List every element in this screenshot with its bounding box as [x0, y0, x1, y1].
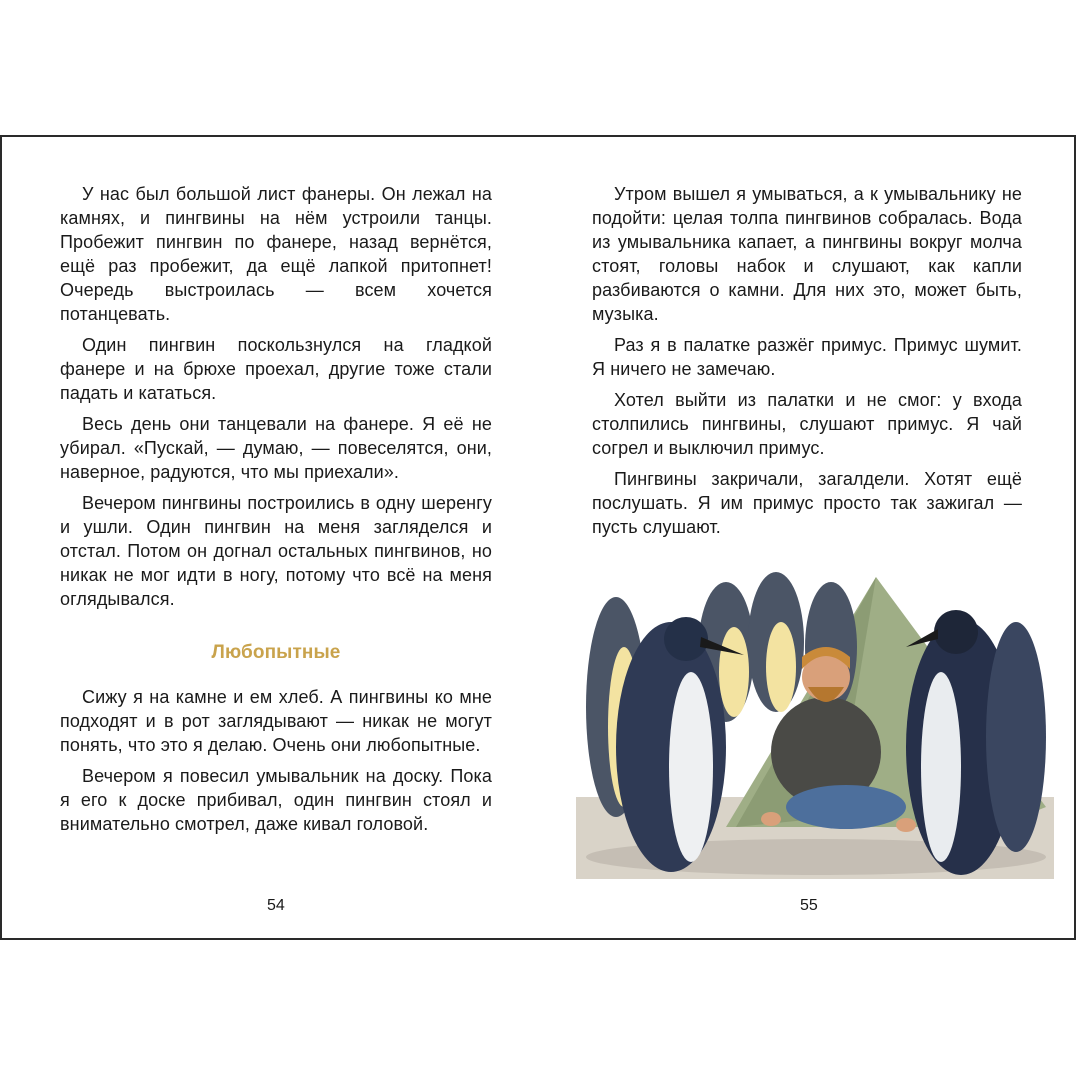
- paragraph: Пингвины закричали, загалдели. Хотят ещё послушать. Я им примус просто так зажигал — пусть слушают.: [592, 469, 1022, 537]
- paragraph: Утром вышел я умываться, а к умывальнику не подойти: целая толпа пингвинов собралась. Вода из умывальника капает, а пингвины вокруг молча стоят, головы набок и слушают, как капли разбиваются о камни. Для них это, может быть, музыка.: [592, 184, 1022, 324]
- book-spread: [0, 135, 1076, 940]
- left-page-text: [60, 182, 492, 836]
- page-number: 55: [800, 897, 818, 914]
- right-page-text: [592, 182, 1022, 539]
- paragraph: Один пингвин поскользнулся на гладкой фанере и на брюхе проехал, другие тоже стали падать и кататься.: [60, 335, 492, 403]
- paragraph: Вечером пингвины построились в одну шеренгу и ушли. Один пингвин на меня загляделся и отстал. Потом он догнал остальных пингвинов, но никак не мог идти в ногу, потому что всё на меня оглядывался.: [60, 493, 492, 609]
- paragraph: Хотел выйти из палатки и не смог: у входа столпились пингвины, слушают примус. Я чай согрел и выключил примус.: [592, 390, 1022, 458]
- right-page: [540, 137, 1076, 938]
- chapter-heading: Любопытные: [211, 642, 341, 663]
- paragraph: У нас был большой лист фанеры. Он лежал на камнях, и пингвины на нём устроили танцы. Пробежит пингвин по фанере, назад вернётся, ещё раз пробежит, да ещё лапкой притопнет! Очередь выстроилась — всем хочется потанцевать.: [60, 184, 492, 324]
- penguin-right: [906, 610, 1046, 875]
- paragraph: Сижу я на камне и ем хлеб. А пингвины ко мне подходят и в рот заглядывают — никак не могут понять, что это я делаю. Очень они любопытные.: [60, 687, 492, 755]
- penguins-illustration: [576, 557, 1054, 879]
- page-number: 54: [267, 897, 285, 914]
- paragraph: Вечером я повесил умывальник на доску. Пока я его к доске прибивал, один пингвин стоял и внимательно смотрел, даже кивал головой.: [60, 766, 492, 834]
- paragraph: Весь день они танцевали на фанере. Я её не убирал. «Пускай, — думаю, — повеселятся, они, наверное, радуются, что мы приехали».: [60, 414, 492, 482]
- left-page: [2, 137, 539, 938]
- paragraph: Раз я в палатке разжёг примус. Примус шумит. Я ничего не замечаю.: [592, 335, 1022, 379]
